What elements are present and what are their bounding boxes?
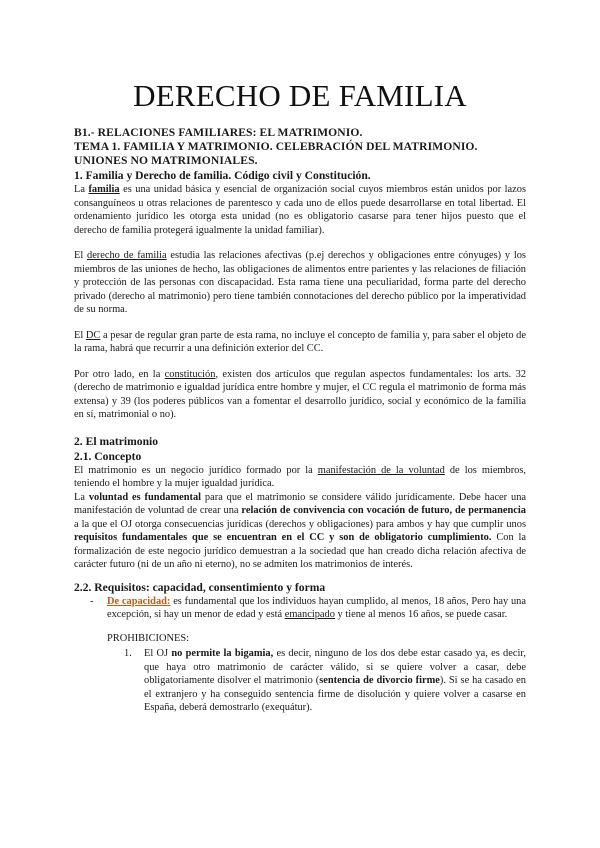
bold-relacion-convivencia: relación de convivencia con vocación de futuro, de permanencia: [241, 505, 526, 516]
term-derecho-de-familia: derecho de familia: [87, 250, 167, 261]
text-run: El: [74, 329, 86, 341]
text-run: y tiene al menos 16 años, se puede casar.: [334, 609, 508, 620]
text-run: Por otro lado, en la: [74, 368, 165, 380]
bold-requisitos: requisitos fundamentales que se encuentran en el CC y son de obligatorio cumplimiento.: [74, 532, 492, 543]
text-run: a pesar de regular gran parte de esta rama, no incluye el concepto de familia y, para saber el objeto de la rama, habrá que recurrir a una definición exterior del CC.: [74, 329, 526, 354]
paragraph-dc: [74, 329, 526, 356]
text-run: La: [74, 491, 89, 503]
text-run: El: [74, 250, 87, 261]
text-run: La: [74, 184, 89, 195]
paragraph-derecho-de-familia: [74, 249, 526, 317]
paragraph-voluntad: [74, 491, 526, 572]
list-item-bigamia: [124, 647, 526, 715]
section-2-2-heading: 2.2. Requisitos: capacidad, consentimiento y forma: [74, 580, 326, 594]
section-1-heading: 1. Familia y Derecho de familia. Código civil y Constitución.: [74, 169, 371, 182]
text-run: ). Si se ha casado en el extranjero y ha conseguido sentencia firme de disolución y quiere volver a casarse en España, deberá demostrarlo (exequátur).: [144, 675, 526, 713]
text-run: El OJ: [144, 648, 172, 659]
text-run: El matrimonio es un negocio jurídico formado por la: [74, 464, 318, 476]
requisitos-list: [74, 595, 526, 622]
paragraph-familia: [74, 183, 526, 237]
text-run: , existen dos artículos que regulan aspectos fundamentales: los arts. 32 (derecho de matrimonio e igualdad jurídica entre hombre y mujer, el CC regula el matrimonio de forma más extensa) y 39 (los poderes públicos van a fomentar el desarrollo jurídico, social y económico de la familia en sí, matrimonial o no).: [74, 368, 527, 420]
tema-heading: TEMA 1. FAMILIA Y MATRIMONIO. CELEBRACIÓN DEL MATRIMONIO. UNIONES NO MATRIMONIALES.: [74, 140, 478, 167]
prohibiciones-list: [74, 647, 526, 715]
label-capacidad: De capacidad:: [107, 595, 171, 607]
paragraph-constitucion: [74, 368, 526, 422]
term-manifestacion-voluntad: manifestación de la voluntad: [317, 464, 445, 476]
text-run: de los miembros, teniendo el hombre y la mujer igualdad jurídica.: [74, 464, 526, 489]
prohibiciones-label: PROHIBICIONES:: [107, 632, 189, 644]
text-run: Con la formalización de este negocio jurídico demuestran a la sociedad que han creado dicha relación afectiva de carácter futuro (ni de un año ni eterno), no se admiten los matrimonios de interés.: [74, 532, 527, 570]
text-run: a la que el OJ otorga consecuencias jurídicas (derechos y obligaciones) para ambos y hay que cumplir unos: [74, 518, 526, 530]
term-dc: DC: [85, 329, 101, 341]
bold-bigamia: no permite la bigamia,: [171, 648, 274, 659]
text-run: para que el matrimonio se considere válido jurídicamente. Debe hacer una manifestación de voluntad de crear una: [74, 491, 526, 516]
dash-marker: -: [90, 595, 94, 607]
paragraph-concepto: [74, 464, 526, 491]
term-familia: familia: [88, 184, 120, 195]
section-2-1-heading: 2.1. Concepto: [74, 449, 142, 463]
document-page: [74, 70, 526, 715]
bold-sentencia-divorcio: sentencia de divorcio firme: [319, 675, 440, 686]
document-title: DERECHO DE FAMILIA: [133, 78, 467, 113]
block-heading: B1.- RELACIONES FAMILIARES: EL MATRIMONIO.: [74, 126, 363, 139]
text-run: estudia las relaciones afectivas (p.ej derechos y obligaciones entre cónyuges) y los miembros de las uniones de hecho, las obligaciones de alimentos entre parientes y las relaciones de filiación y protección de las personas con discapacidad. Esta rama tiene una peculiaridad, forma parte del derecho privado (derecho al matrimonio) pero tiene también connotaciones del derecho público por la imperatividad de su norma.: [74, 250, 526, 315]
section-2-heading: 2. El matrimonio: [74, 434, 159, 448]
term-constitucion: constitución: [164, 368, 216, 380]
term-emancipado: emancipado: [284, 609, 335, 620]
text-run: es fundamental que los individuos hayan cumplido, al menos, 18 años, Pero hay una excepción, si hay un menor de edad y está: [107, 595, 526, 620]
text-run: es una unidad básica y esencial de organización social cuyos miembros están unidos por lazos consanguíneos u otras relaciones de parentesco y cada uno de ellos puede desarrollarse en total libertad. El ordenamiento jurídico les otorga esta unidad (no es obligatorio casarse para tener hijos puesto que el derecho de familia protegerá igualmente la unidad familiar).: [74, 184, 527, 236]
list-item-capacidad: [90, 595, 526, 622]
item-number: 1.: [124, 648, 132, 659]
bold-voluntad: voluntad es fundamental: [88, 491, 202, 503]
text-run: es decir, ninguno de los dos debe estar casado ya, es decir, que haya otro matrimonio de carácter válido, si se quiere volver a casar, debe obligatoriamente disolver el matrimonio (: [144, 648, 526, 686]
